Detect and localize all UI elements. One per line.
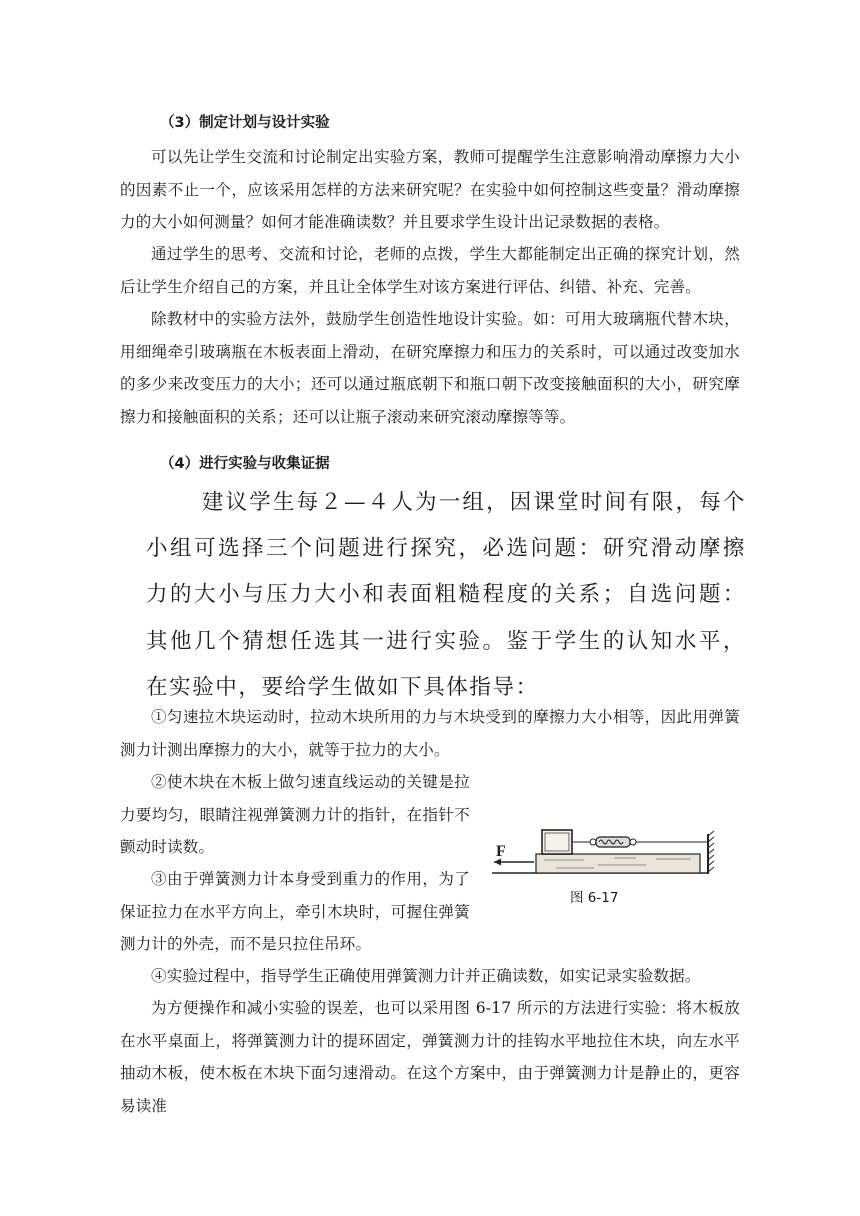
force-label: F [496,843,506,860]
guidance-item-3: ③由于弹簧测力计本身受到重力的作用，为了保证拉力在水平方向上，牵引木块时，可握住弹簧测力计的外壳，而不是只拉住吊环。 [120,870,470,953]
section-3-paragraph-3: 除教材中的实验方法外，鼓励学生创造性地设计实验。如：可用大玻璃瓶代替木块，用细绳牵引玻璃瓶在木板表面上滑动，在研究摩擦力和压力的关系时，可以通过改变加水的多少来改变压力的大小；还可以通过瓶底朝下和瓶口朝下改变接触面积的大小，研究摩擦力和接触面积的关系；还可以让瓶子滚动来研究滚动摩擦等等。 [120,310,740,426]
section-3-paragraph-1: 可以先让学生交流和讨论制定出实验方案，教师可提醒学生注意影响滑动摩擦力大小的因素不止一个，应该采用怎样的方法来研究呢？在实验中如何控制这些变量？滑动摩擦力的大小如何测量？如何才能准确读数？并且要求学生设计出记录数据的表格。 [120,148,740,231]
guidance-item-4: ④实验过程中，指导学生正确使用弹簧测力计并正确读数，如实记录实验数据。 [151,967,701,985]
section-4-heading: （4）进行实验与收集证据 [160,456,330,472]
section-3-heading: （3）制定计划与设计实验 [160,115,330,131]
guidance-item-2: ②使木块在木板上做匀速直线运动的关键是拉力要均匀，眼睛注视弹簧测力计的指针，在指针不颤动时读数。 [120,773,470,856]
section-3-paragraph-2: 通过学生的思考、交流和讨论，老师的点拨，学生大都能制定出正确的探究计划，然后让学生介绍自己的方案，并且让全体学生对该方案进行评估、纠错、补充、完善。 [120,245,740,296]
spring-scale [590,837,636,847]
closing-paragraph: 为方便操作和减小实验的误差，也可以采用图 6-17 所示的方法进行实验：将木板放在水平桌面上，将弹簧测力计的提环固定，弹簧测力计的挂钩水平地拉住木块，向左水平抽动木板，使木板在木块下面匀速滑动。在这个方案中，由于弹簧测力计是静止的，更容易读准 [120,999,740,1115]
wooden-board [536,854,700,873]
guidance-item-1: ①匀速拉木块运动时，拉动木块所用的力与木块受到的摩擦力大小相等，因此用弹簧测力计测出摩擦力的大小，就等于拉力的大小。 [120,708,740,759]
section-4-emphasis-paragraph: 建议学生每２—４人为一组，因课堂时间有限，每个小组可选择三个问题进行探究，必选问题：研究滑动摩擦力的大小与压力大小和表面粗糙程度的关系；自选问题：其他几个猜想任选其一进行实验。鉴于学生的认知水平，在实验中，要给学生做如下具体指导： [146,490,746,700]
wooden-block [542,830,572,854]
figure-caption: 图 6-17 [570,890,619,906]
